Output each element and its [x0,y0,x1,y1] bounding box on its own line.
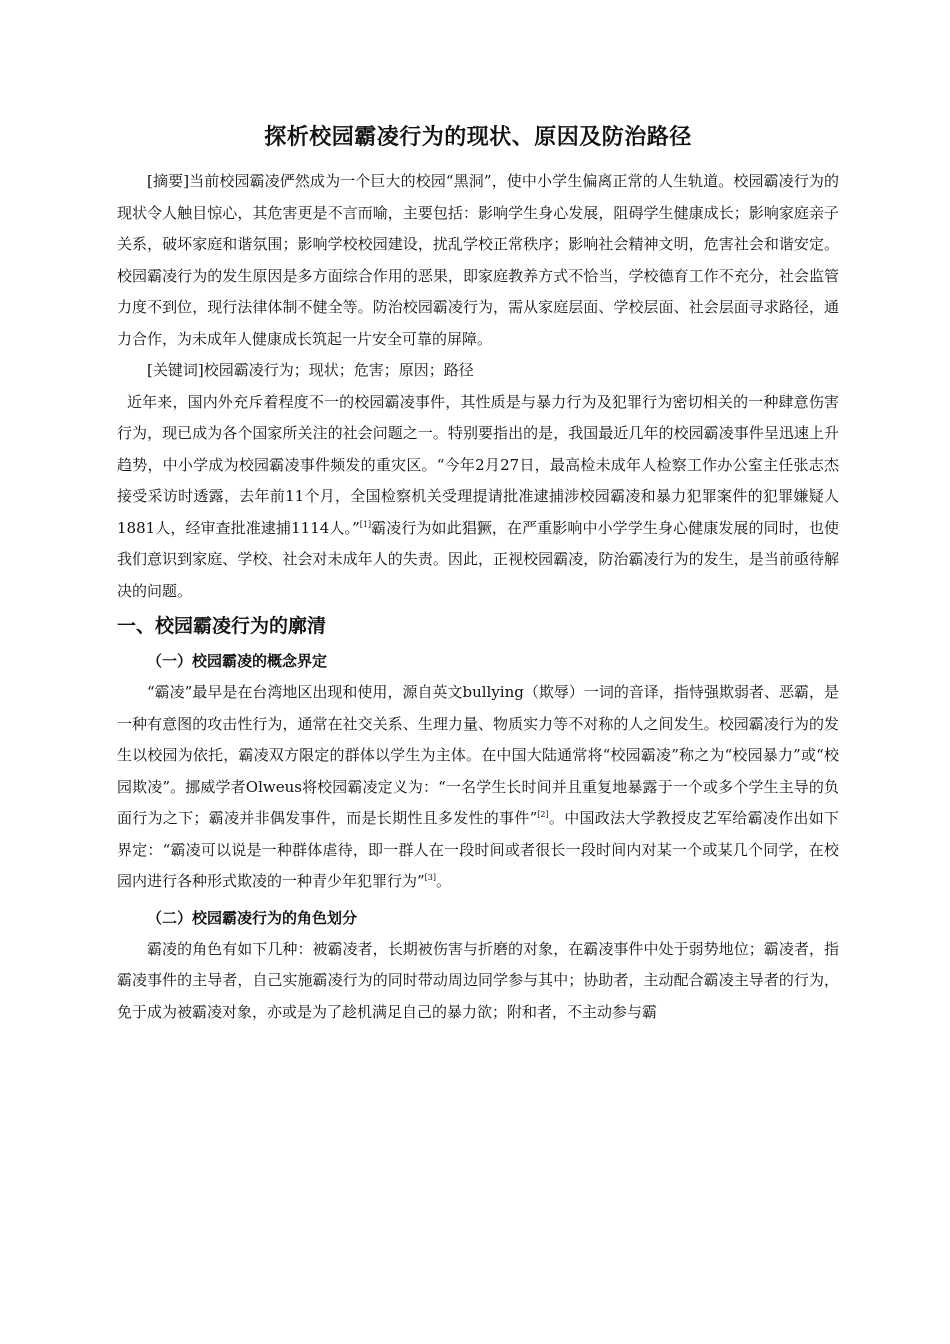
abstract-close-bracket: ] [183,172,190,190]
keywords-paragraph [117,355,839,387]
citation-1: [1] [359,519,372,529]
roles-paragraph: 霸凌的角色有如下几种：被霸凌者，长期被伤害与折磨的对象，在霸凌事件中处于弱势地位；霸凌者，指霸凌事件的主导者，自己实施霸凌行为的同时带动周边同学参与其中；协助者，主动配合霸凌主导者的行为，免于成为被霸凌对象，亦或是为了趁机满足自己的暴力欲；附和者，不主动参与霸 [117,939,839,1021]
citation-2: [2] [537,810,549,819]
keywords-open-bracket: [ [147,361,153,379]
concept-text-end: 。 [436,872,452,890]
abstract-open-bracket: [ [147,172,153,190]
concept-text-continued: 。中国政法大学教授皮艺军给霸凌作出如下界定：“霸凌可以说是一种群体虐待，即一群人在一段时间或者很长一段时间内对某一个或某几个同学，在校园内进行各种形式欺凌的一种青少年犯罪行为” [117,809,839,890]
abstract-paragraph [117,166,839,355]
intro-text: 近年来，国内外充斥着程度不一的校园霸凌事件，其性质是与暴力行为及犯罪行为密切相关的一种肆意伤害行为，现已成为各个国家所关注的社会问题之一。特别要指出的是，我国最近几年的校园霸凌事件呈迅速上升趋势，中小学成为校园霸凌事件频发的重灾区。“今年2月27日，最高检未成年人检察工作办公室主任张志杰接受采访时透露，去年前11个月，全国检察机关受理提请批准逮捕涉校园霸凌和暴力犯罪案件的犯罪嫌疑人1881人，经审查批准逮捕1114人。” [117,392,839,537]
intro-text-continued: 霸凌行为如此猖獗，在严重影响中小学学生身心健康发展的同时，也使我们意识到家庭、学校、社会对未成年人的失责。因此，正视校园霸凌，防治霸凌行为的发生，是当前亟待解决的问题。 [117,518,839,600]
intro-paragraph [117,387,839,608]
keywords-close-bracket: ] [197,361,204,379]
subsection-2-heading: （二）校园霸凌行为的角色划分 [147,908,358,927]
concept-paragraph [117,677,839,898]
subsection-1-heading: （一）校园霸凌的概念界定 [147,652,328,670]
citation-3: [3] [424,873,437,882]
concept-text: “霸凌”最早是在台湾地区出现和使用，源自英文bullying（欺辱）一词的音译，指恃强欺弱者、恶霸，是一种有意图的攻击性行为，通常在社交关系、生理力量、物质实力等不对称的人之间发生。校园霸凌行为的发生以校园为依托，霸凌双方限定的群体以学生为主体。在中国大陆通常将“校园霸凌”称之为“校园暴力”或“校园欺凌”。挪威学者Olweus将校园霸凌定义为：“一名学生长时间并且重复地暴露于一个或多个学生主导的负面行为之下；霸凌并非偶发事件，而是长期性且多发性的事件” [117,683,839,827]
section-1-heading: 一、校园霸凌行为的廓清 [117,615,327,637]
abstract-text: 当前校园霸凌俨然成为一个巨大的校园“黑洞”，使中小学生偏离正常的人生轨道。校园霸凌行为的现状令人触目惊心，其危害更是不言而喻，主要包括：影响学生身心发展，阻碍学生健康成长；影响家庭亲子关系，破坏家庭和谐氛围；影响学校校园建设，扰乱学校正常秩序；影响社会精神文明，危害社会和谐安定。校园霸凌行为的发生原因是多方面综合作用的恶果，即家庭教养方式不恰当，学校德育工作不充分，社会监管力度不到位，现行法律体制不健全等。防治校园霸凌行为，需从家庭层面、学校层面、社会层面寻求路径，通力合作，为未成年人健康成长筑起一片安全可靠的屏障。 [117,172,839,348]
keywords-text: 校园霸凌行为；现状；危害；原因；路径 [203,361,474,379]
document-page [117,122,839,1028]
document-title: 探析校园霸凌行为的现状、原因及防治路径 [264,125,692,150]
keywords-label: 关键词 [152,361,198,379]
abstract-label: 摘要 [152,172,184,190]
